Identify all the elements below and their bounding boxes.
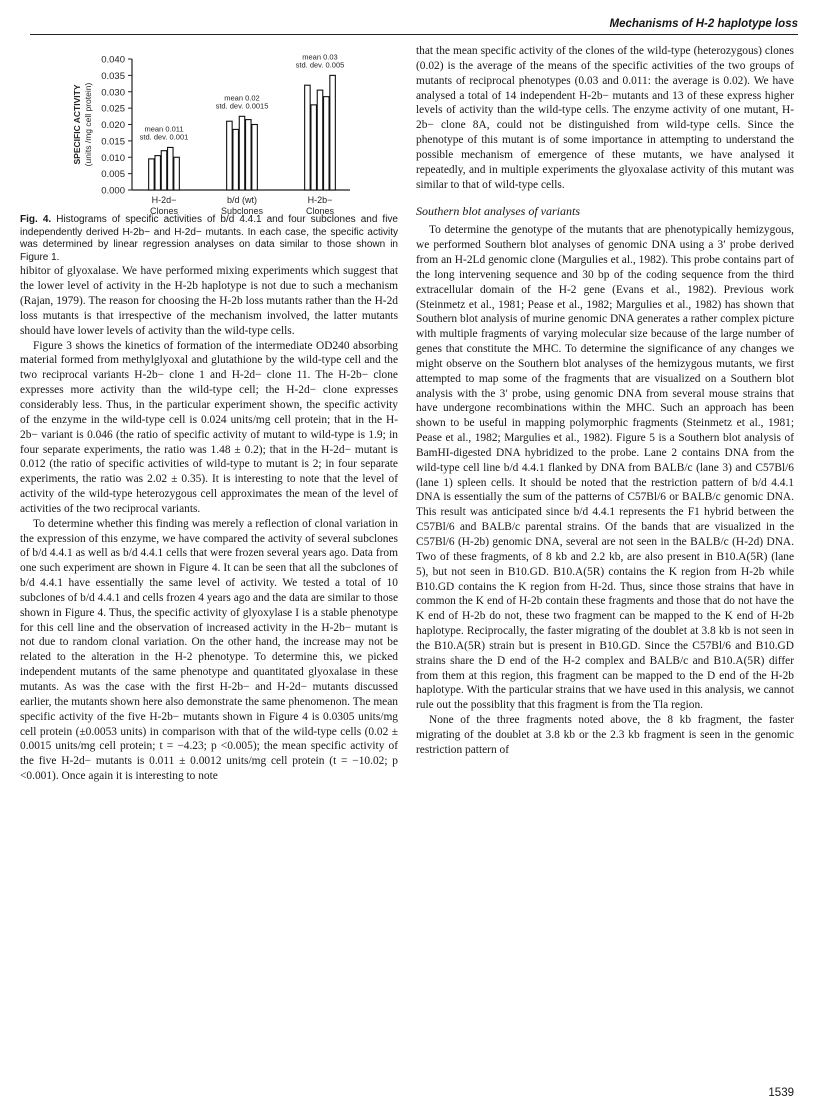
paragraph: None of the three fragments noted above, the 8 kb fragment, the faster migrating of the doublet at 3.8 kb or the 2.3 kb fragment is seen in the genomic restriction pattern of [416, 714, 794, 756]
bar [305, 85, 311, 190]
caption-label: Fig. 4. [20, 214, 52, 225]
bar-group-annotation: std. dev. 0.001 [139, 132, 189, 142]
bar-group-annotation: mean 0.011 [144, 124, 184, 134]
bar [149, 159, 155, 190]
bar [330, 75, 336, 190]
bar-chart [20, 44, 398, 214]
paragraph: To determine whether this finding was merely a reflection of clonal variation in the expression of this enzyme, we have compared the activity of several subclones of b/d 4.4.1 as well as b/d 4.4.1 cells that were frozen several years ago. Data from one such experiment are shown in Figure 4. It can be seen that all the subclones of b/d 4.4.1 have essentially the same level of activity. We tested a total of 10 subclones of b/d 4.4.1 and cells frozen 4 years ago and the data are similar to those shown in Figure 4. Thus, the specific activity of glyoxylase I is a stable phenotype for this cell line and the observation of increased activity in the H-2b− mutant is not due to random clonal variation. On the other hand, the increase may not be related to the alteration in the H-2 phenotype. To determine this, we picked independent mutants of the same phenotype and quantitated glyoxalase in these mutants. As was the case with the first H-2b− and H-2d− mutants discussed earlier, the mutants shown here also demonstrate the same phenomenon. The mean specific activity of the five H-2b− mutants shown in Figure 4 is 0.0305 units/mg cell protein (±0.0053 units) in comparison with that of the wild-type cells (0.02 ± 0.0015 units/mg cell protein; t = −4.23; p <0.005); the mean specific activity of the five H-2d− mutants is 0.011 ± 0.0012 units/mg cell protein (t = −10.02; p <0.001). Once again it is interesting to note [20, 517, 398, 783]
bar [168, 147, 174, 190]
bar-group-annotation: std. dev. 0.005 [295, 60, 345, 70]
paragraph: hibitor of glyoxalase. We have performed mixing experiments which suggest that the lower level of activity in the H-2b haplotype is not due to such a mechanism (Rajan, 1979). The reason for choosing the H-2b loss mutants rather than the H-2d loss mutants is that irrespective of the mechanism involved, the latter mutants should have lower levels of activity than the wild-type cells. [20, 265, 398, 337]
page-number: 1539 [768, 1087, 794, 1099]
bar [233, 129, 239, 190]
bar-group-annotation: mean 0.02 [224, 93, 260, 103]
paragraph: that the mean specific activity of the clones of the wild-type (heterozygous) clones (0.02) is the average of the means of the specific activities of the two groups of mutants of reciprocal phenotypes (0.03 and 0.011: the average is 0.02). We have analysed a total of 14 independent H-2b− mutants and 13 of these express higher levels of activity than the wild-type cells. The enzyme activity of one mutant, H-2b− clone 8A, could not be distinguished from wild-type cells. Since the phenotype of this mutant is of some importance in attempting to understand the possible mechanism of emergence of these mutants, we have analysed it repeatedly, and in multiple experiments the glyoxalase activity of this mutant was similar to that of wild-type cells. [416, 45, 794, 191]
bar [252, 125, 258, 191]
running-head: Mechanisms of H-2 haplotype loss [609, 18, 798, 30]
bar [246, 120, 252, 190]
section-heading: Southern blot analyses of variants [416, 204, 580, 219]
caption-text: Histograms of specific activities of b/d 4.4.1 and four subclones and five independently derived H-2b− and H-2d− mutants. In each case, the specific activity was determined by linear regression analyses on data similar to those shown in Figure 1. [20, 214, 398, 263]
y-tick-label: 0.030 [101, 87, 125, 99]
bar [161, 151, 167, 190]
bar [155, 156, 161, 190]
bar [227, 121, 233, 190]
paragraph: To determine the genotype of the mutants that are phenotypically hemizygous, we performed Southern blot analyses of genomic DNA using a 3′ probe derived from an H-2Ld genomic clone (Margulies et al., 1982). This probe contains part of the long intervening sequence and 30 bp of the coding sequence from the third extracellular domain of the H-2 gene (Evans et al., 1982). Previous work (Steinmetz et al., 1981; Pease et al., 1982; Margulies et al., 1982) has shown that Southern blot analysis of murine genomic DNA generates a rather complex picture with multiple fragments of varying molecular size because of the large number of genes that constitute the MHC. To determine the significance of any changes we might observe on the Southern blot analyses of the hemizygous mutants, we first attempted to map some of the fragments that are visualized on a Southern blot analysis with the 3′ probe, using genomic DNA from several mouse strains that have undergone recombinations within the MHC. Such an approach has been shown to be useful in mapping polymorphic fragments (Steinmetz et al., 1981; Pease et al., 1982; Margulies et al., 1982). Figure 5 is a Southern blot analysis of BamHI-digested DNA hybridized to the probe. Lane 2 contains DNA from the wild-type cell line b/d 4.4.1 flanked by DNA from BALB/c (lane 3) and C57Bl/6 (lane 1) spleen cells. It should be noted that the restriction pattern of b/d 4.4.1 DNA is essentially the sum of the patterns of C57Bl/6 or BALB/c genomic DNA. This result was anticipated since b/d 4.4.1 represents the F1 hybrid between the C57Bl/6 and BALB/c parental strains. Of the bands that are visualized in the C57Bl/6 (H-2b) genomic DNA, several are not seen in the BALB/c (H-2d) DNA. Two of these fragments, of 8 kb and 2.2 kb, are also present in B10.A(5R) (lane 5), but not seen in B10.GD. B10.A(5R) contains the K region from H-2b while B10.GD contains the K region from H-2d. Thus, since those strains that have in common the K end of H-2b contain these fragments and those that do not have the K end of H-2b do not, these two fragment can be mapped to the K end of H-2b haplotype. Reciprocally, the faster migrating of the doublet at 3.8 kb is not seen in the B10.A(5R) strain but is present in B10.GD. Since the C57Bl/6 and B10.GD strains share the D end of the H-2 complex and BALB/c and B10.A(5R) differ from them at this region, this fragment can be mapped to the D end of the H-2b haplotype. With the particular strains that we have used in this analysis, we cannot rule out the possiblity that this fragment is from the Tla region. [416, 224, 794, 712]
left-column [20, 44, 398, 784]
x-tick-label: Clones [149, 206, 179, 214]
bar [239, 116, 245, 190]
bar [174, 157, 180, 190]
y-tick-label: 0.025 [101, 103, 125, 115]
y-axis-label: SPECIFIC ACTIVITY [72, 84, 82, 165]
bar [311, 105, 317, 190]
bar [317, 90, 323, 190]
y-tick-label: 0.000 [101, 185, 125, 197]
y-tick-label: 0.010 [101, 152, 125, 164]
y-tick-label: 0.005 [101, 169, 125, 181]
bar-group-annotation: mean 0.03 [302, 52, 338, 62]
x-tick-label: Subclones [220, 206, 264, 214]
y-axis-label: (units /mg cell protein) [83, 82, 93, 167]
y-tick-label: 0.015 [101, 136, 125, 148]
header-rule [30, 34, 798, 35]
y-tick-label: 0.040 [101, 54, 125, 66]
x-tick-label: Clones [305, 206, 335, 214]
paragraph: Figure 3 shows the kinetics of formation of the intermediate OD240 absorbing material formed from methylglyoxal and glutathione by the wild-type cell and the two reciprocal variants H-2b− clone 1 and H-2d− clone 11. The H-2b− clone expresses more activity than the wild-type cell; the H-2d− clone expresses considerably less. Thus, in the particular experiment shown, the specific activity of the enzyme in the wild-type cell is 0.024 units/mg cell protein; that in the H-2b− variant is 0.046 (the ratio of specific activity of mutant to wild-type is 1.9; in four separate experiments, the ratio was 1.48 ± 0.2); that in the H-2d− mutant is 0.012 (the ratio of specific activities of wild-type to mutant is 2; in four separate experiments, the ratio was 2.02 ± 0.35). It is interesting to note that the level of activity of the wild-type heterozygous cell approximates the mean of the level of activities of the two reciprocal variants. [20, 339, 398, 515]
y-tick-label: 0.020 [101, 120, 125, 131]
x-tick-label: b/d (wt) [226, 195, 258, 205]
y-tick-label: 0.035 [101, 70, 125, 82]
figure-4 [20, 44, 398, 214]
bar-group-annotation: std. dev. 0.0015 [215, 101, 269, 111]
right-column [416, 44, 794, 758]
x-tick-label: H-2d− [151, 195, 177, 205]
x-tick-label: H-2b− [307, 195, 333, 205]
figure-caption [20, 214, 398, 264]
bar [324, 97, 330, 190]
